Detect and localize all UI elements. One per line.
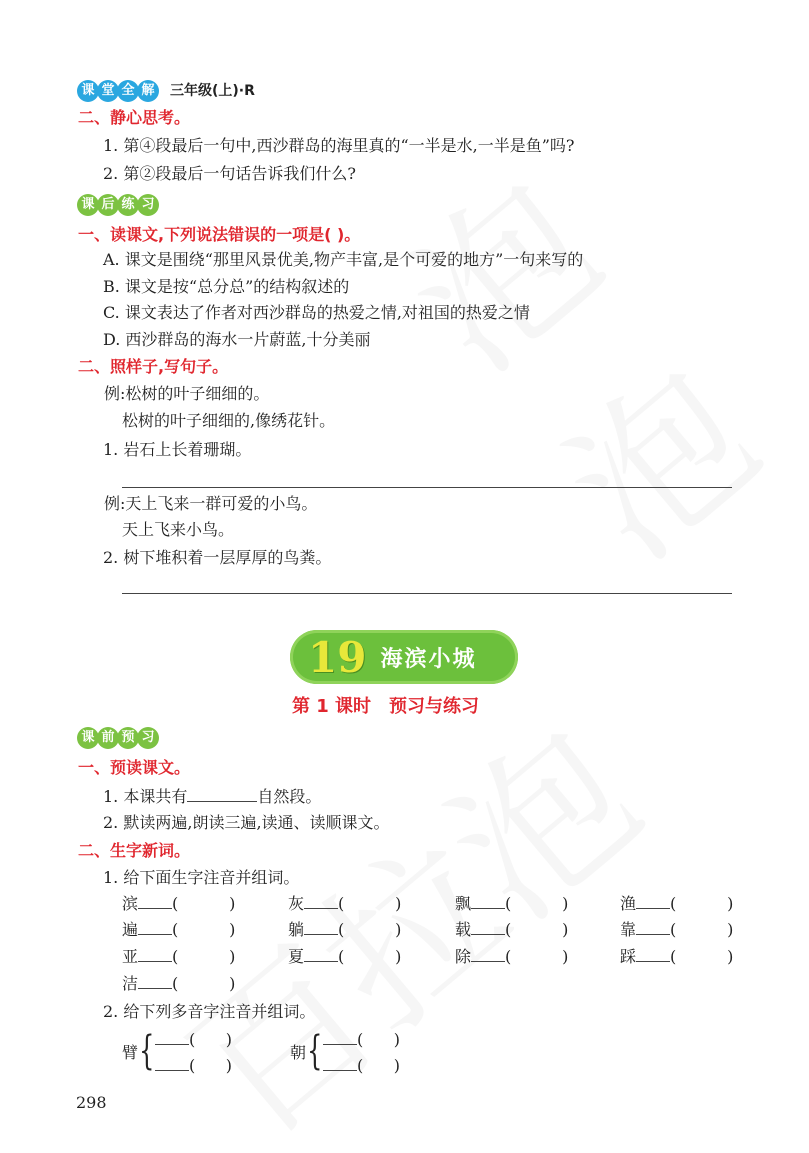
grade-label: 三年级(上)·R [170,83,255,99]
char-label: 躺 [288,920,305,939]
word-blank[interactable]: ( ) [670,947,734,966]
badge-char: 后 [97,194,119,216]
char-label: 靠 [620,920,637,939]
word-blank[interactable]: ( ) [338,894,402,913]
example: 例:天上飞来一群可爱的小鸟。 [104,494,318,513]
option-d: D. 西沙群岛的海水一片蔚蓝,十分美丽 [103,330,371,349]
pinyin-blank[interactable] [471,947,505,962]
badge-char: 前 [97,727,119,749]
answer-line[interactable] [122,487,732,488]
pinyin-blank[interactable] [138,894,172,909]
char-item[interactable] [455,947,568,967]
char-item[interactable] [288,920,401,940]
page-number: 298 [76,1093,107,1112]
question: 2. 树下堆积着一层厚厚的鸟粪。 [103,548,332,567]
word-blank[interactable]: ( ) [670,894,734,913]
word-blank[interactable]: ( ) [338,947,402,966]
char-label: 踩 [620,947,637,966]
example: 例:松树的叶子细细的。 [104,384,270,403]
answer-row[interactable]: ( ) [155,1056,232,1076]
brace: { [139,1028,155,1074]
word-blank[interactable]: ( ) [172,947,236,966]
word-blank[interactable]: ( ) [172,974,236,993]
word-blank[interactable]: ( ) [172,920,236,939]
answer-row[interactable]: ( ) [323,1030,400,1050]
word-blank[interactable]: ( ) [338,920,402,939]
pinyin-blank[interactable] [471,894,505,909]
badge-char: 习 [137,194,159,216]
pinyin-blank[interactable] [304,920,338,935]
lesson-subtitle: 第 1 课时 预习与练习 [292,696,480,717]
badge-char: 课 [77,194,99,216]
char-item[interactable] [455,920,568,940]
question: 1. 给下面生字注音并组词。 [103,868,300,887]
pinyin-blank[interactable] [471,920,505,935]
char-item[interactable] [288,947,401,967]
option-c: C. 课文表达了作者对西沙群岛的热爱之情,对祖国的热爱之情 [103,303,530,322]
pinyin-blank[interactable] [304,947,338,962]
question: 2. 给下列多音字注音并组词。 [103,1002,316,1021]
char-item[interactable] [620,947,733,967]
char-label: 飘 [455,894,472,913]
question-text: 自然段。 [257,787,322,806]
pinyin-blank[interactable] [636,920,670,935]
answer-line[interactable] [122,593,732,594]
lesson-title: 海滨小城 [380,645,477,672]
badge-char: 练 [117,194,139,216]
word-blank[interactable]: ( ) [505,920,569,939]
section-title: 二、照样子,写句子。 [78,357,229,376]
section-title: 二、静心思考。 [78,108,191,127]
word-blank[interactable]: ( ) [505,947,569,966]
section-title: 二、生字新词。 [78,841,191,860]
word-blank[interactable]: ( ) [172,894,236,913]
char-item[interactable] [122,947,235,967]
question: 2. 默读两遍,朗读三遍,读通、读顺课文。 [103,813,390,832]
char-label: 洁 [122,974,139,993]
section-badge-kehou [77,194,157,216]
answer-row[interactable]: ( ) [323,1056,400,1076]
pinyin-blank[interactable] [636,894,670,909]
fill-blank[interactable] [187,787,257,802]
poly-char: 朝 [290,1043,307,1062]
char-item[interactable] [122,974,235,994]
char-label: 渔 [620,894,637,913]
section-badge-keqian [77,727,157,749]
pinyin-blank[interactable] [138,947,172,962]
char-label: 滨 [122,894,139,913]
word-blank[interactable]: ( ) [670,920,734,939]
badge-char: 课 [77,80,99,102]
answer-row[interactable]: ( ) [155,1030,232,1050]
example: 松树的叶子细细的,像绣花针。 [122,411,336,430]
option-a: A. 课文是围绕“那里风景优美,物产丰富,是个可爱的地方”一句来写的 [103,250,584,269]
example: 天上飞来小鸟。 [122,520,235,539]
badge-char: 课 [77,727,99,749]
word-blank[interactable]: ( ) [505,894,569,913]
badge-char: 堂 [97,80,119,102]
char-item[interactable] [122,894,235,914]
question: 2. 第②段最后一句话告诉我们什么? [103,164,356,183]
char-item[interactable] [620,894,733,914]
char-item[interactable] [620,920,733,940]
char-label: 除 [455,947,472,966]
section-title: 一、预读课文。 [78,758,191,777]
pinyin-blank[interactable] [636,947,670,962]
option-b: B. 课文是按“总分总”的结构叙述的 [103,277,350,296]
badge-char: 习 [137,727,159,749]
question: 1. 岩石上长着珊瑚。 [103,440,252,459]
brace: { [307,1028,323,1074]
char-label: 灰 [288,894,305,913]
char-label: 遍 [122,920,139,939]
pinyin-blank[interactable] [138,920,172,935]
lesson-banner [290,630,518,684]
char-item[interactable] [288,894,401,914]
section-badge-ketang [77,80,157,102]
badge-char: 解 [137,80,159,102]
badge-char: 预 [117,727,139,749]
question: 1. 第④段最后一句中,西沙群岛的海里真的“一半是水,一半是鱼”吗? [103,136,575,155]
char-label: 载 [455,920,472,939]
pinyin-blank[interactable] [304,894,338,909]
poly-char: 臂 [122,1043,139,1062]
char-item[interactable] [455,894,568,914]
char-item[interactable] [122,920,235,940]
badge-char: 全 [117,80,139,102]
lesson-number: 19 [308,632,367,682]
pinyin-blank[interactable] [138,974,172,989]
question [103,787,321,807]
char-label: 亚 [122,947,139,966]
question-text: 1. 本课共有 [103,787,188,806]
section-title: 一、读课文,下列说法错误的一项是( )。 [78,225,361,244]
char-label: 夏 [288,947,305,966]
